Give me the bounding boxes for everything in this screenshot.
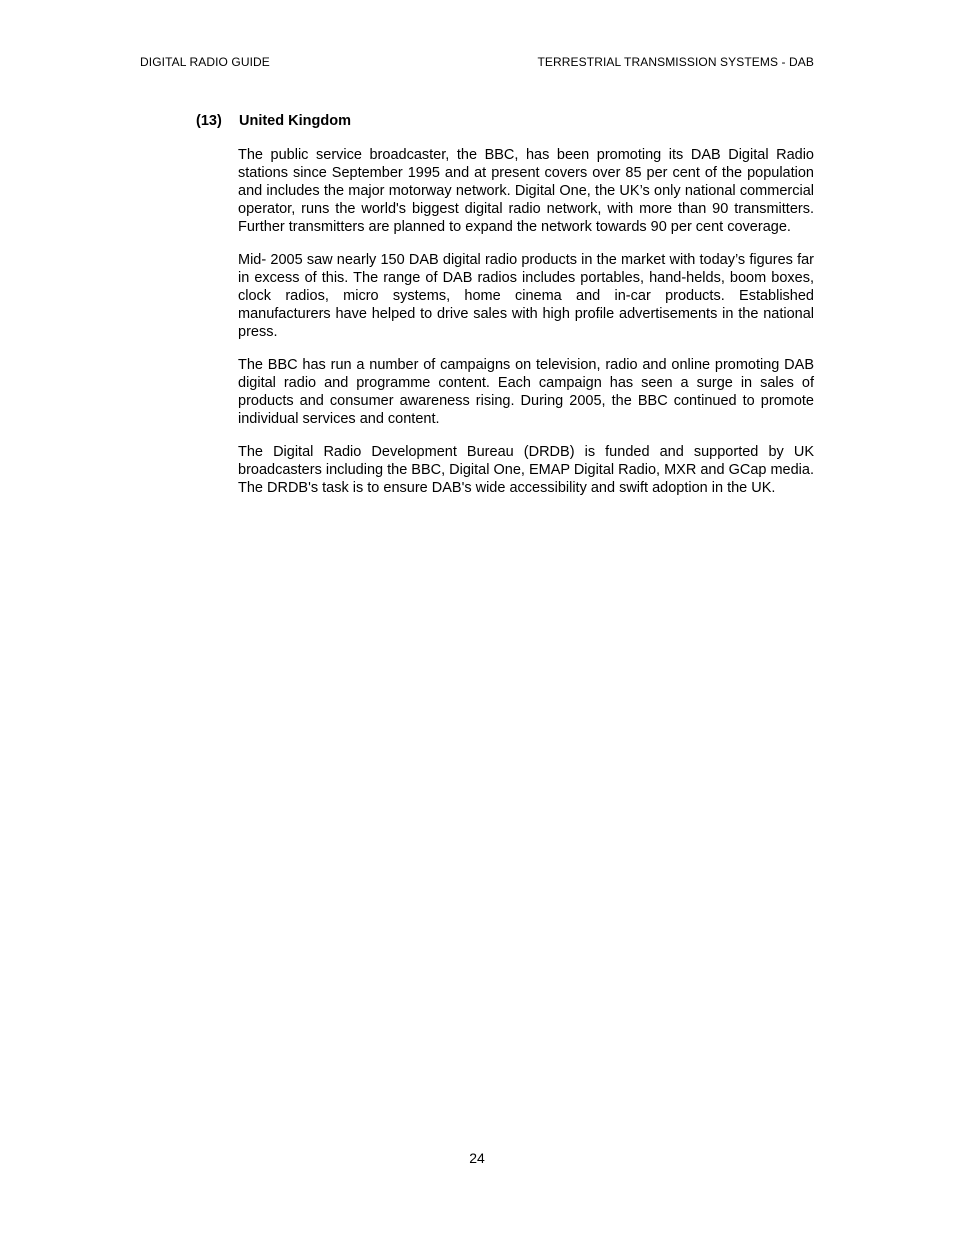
section-body [238, 146, 814, 512]
header-chapter-title: TERRESTRIAL TRANSMISSION SYSTEMS - DAB [537, 55, 814, 69]
section-heading [196, 112, 351, 130]
paragraph-drdb: The Digital Radio Development Bureau (DRDB) is funded and supported by UK broadcasters including the BBC, Digital One, EMAP Digital Radio, MXR and GCap media. The DRDB's task is to ensure DAB's wide accessibility and swift adoption in the UK. [238, 444, 814, 496]
header-document-title: DIGITAL RADIO GUIDE [140, 55, 270, 69]
paragraph-bbc-coverage: The public service broadcaster, the BBC, has been promoting its DAB Digital Radio stations since September 1995 and at present covers over 85 per cent of the population and includes the major motorway network. Digital One, the UK’s only national commercial operator, runs the world's biggest digital radio network, with more than 90 transmitters. Further transmitters are planned to expand the network towards 90 per cent coverage. [238, 147, 814, 235]
paragraph-bbc-campaigns: The BBC has run a number of campaigns on television, radio and online promoting DAB digital radio and programme content. Each campaign has seen a surge in sales of products and consumer awareness rising. During 2005, the BBC continued to promote individual services and content. [238, 357, 814, 427]
paragraph-dab-products: Mid- 2005 saw nearly 150 DAB digital radio products in the market with today’s figures far in excess of this. The range of DAB radios includes portables, hand-helds, boom boxes, clock radios, micro systems, home cinema and in-car products. Established manufacturers have helped to drive sales with high profile advertisements in the national press. [238, 252, 814, 340]
section-number: (13) [196, 113, 222, 129]
page-number: 24 [469, 1150, 485, 1166]
section-title: United Kingdom [239, 113, 351, 129]
page-header [140, 54, 814, 70]
